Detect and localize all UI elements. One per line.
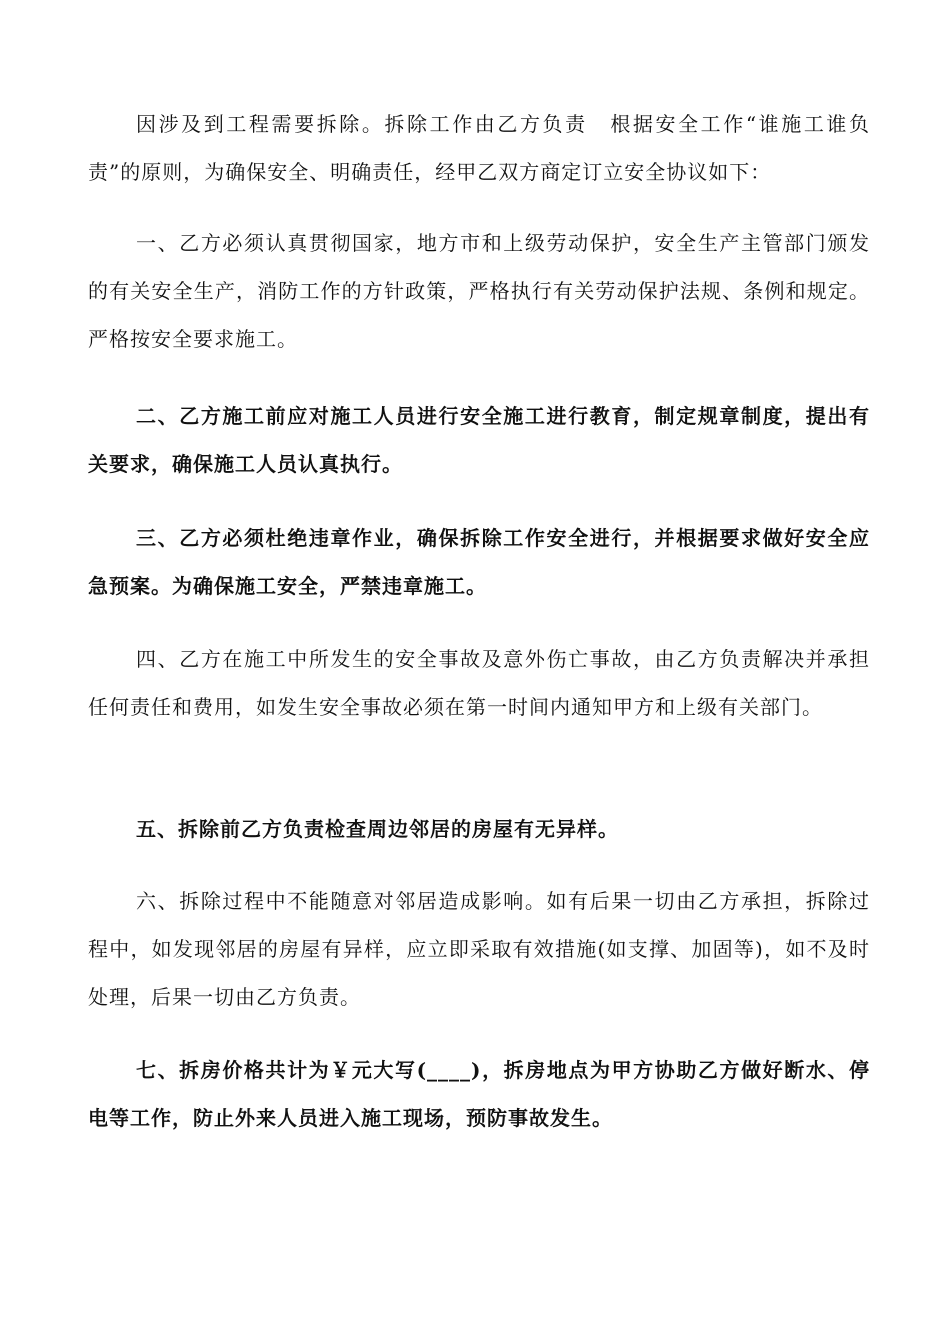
clause-4-paragraph: 四、乙方在施工中所发生的安全事故及意外伤亡事故，由乙方负责解决并承担任何责任和费用，如发生安全事故必须在第一时间内通知甲方和上级有关部门。	[88, 647, 870, 719]
clause-3-paragraph: 三、乙方必须杜绝违章作业，确保拆除工作安全进行，并根据要求做好安全应急预案。为确保施工安全，严禁违章施工。	[88, 526, 870, 598]
clause-1-paragraph: 一、乙方必须认真贯彻国家，地方市和上级劳动保护，安全生产主管部门颁发的有关安全生产，消防工作的方针政策，严格执行有关劳动保护法规、条例和规定。严格按安全要求施工。	[88, 231, 870, 351]
clause-5-paragraph: 五、拆除前乙方负责检查周边邻居的房屋有无异样。	[136, 817, 619, 841]
clause-7-paragraph: 七、拆房价格共计为￥元大写(____)，拆房地点为甲方协助乙方做好断水、停电等工作，防止外来人员进入施工现场，预防事故发生。	[88, 1058, 870, 1130]
clause-6-paragraph: 六、拆除过程中不能随意对邻居造成影响。如有后果一切由乙方承担，拆除过程中，如发现邻居的房屋有异样，应立即采取有效措施(如支撑、加固等)，如不及时处理，后果一切由乙方负责。	[88, 889, 870, 1009]
clause-2-paragraph: 二、乙方施工前应对施工人员进行安全施工进行教育，制定规章制度，提出有关要求，确保施工人员认真执行。	[88, 404, 870, 476]
intro-paragraph: 因涉及到工程需要拆除。拆除工作由乙方负责 根据安全工作“谁施工谁负责”的原则，为确保安全、明确责任，经甲乙双方商定订立安全协议如下：	[88, 112, 870, 184]
